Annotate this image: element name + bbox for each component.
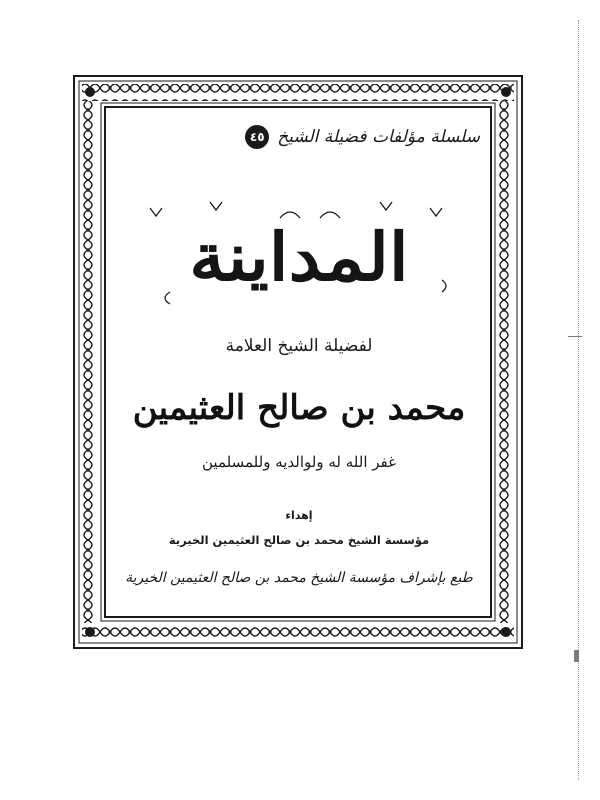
- author-name: محمد بن صالح العثيمين: [132, 388, 466, 428]
- series-heading: [200, 124, 480, 150]
- author-prefix: لفضيلة الشيخ العلامة: [225, 336, 373, 356]
- author-prayer: غفر الله له ولوالديه وللمسلمين: [202, 453, 396, 471]
- series-title: سلسلة مؤلفات فضيلة الشيخ: [277, 127, 480, 147]
- book-title: المداينة: [189, 218, 409, 296]
- foundation-name: مؤسسة الشيخ محمد بن صالح العثيمين الخيرية: [168, 533, 430, 547]
- dedication-label: إهداء: [285, 509, 313, 522]
- corner-flourish-icon: [85, 87, 511, 637]
- series-number-badge: ٤٥: [245, 125, 269, 149]
- publisher-line: طبع بإشراف مؤسسة الشيخ محمد بن صالح العثيمين الخيرية: [125, 570, 473, 586]
